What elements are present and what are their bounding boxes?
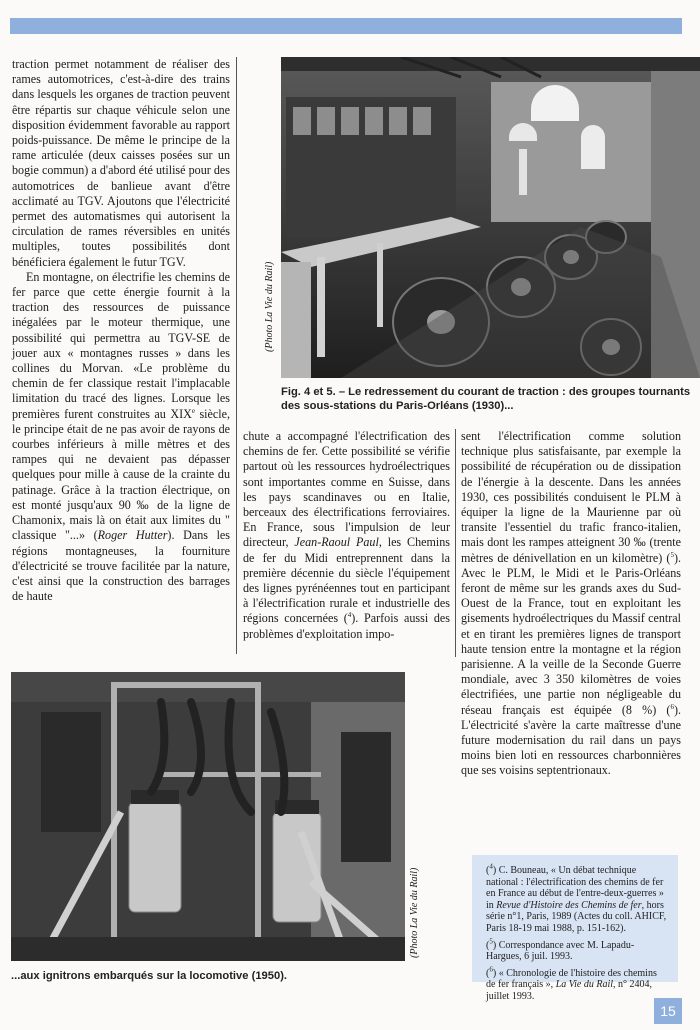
caption-bottom: ...aux ignitrons embarqués sur la locomotive (1950). bbox=[11, 970, 288, 982]
paragraph-2: En montagne, on électrifie les chemins de fer parce que cette énergie fournit à la traction des ressources de puissance inégalées par le moteur thermique, une possibilité qui permettra au TGV-SE de jouer aux « montagnes russes » dans les collines du Morvan. «Le problème du chemin de fer classique restait l'implacable limitation du tracé des lignes. Lorsque les premières furent construites au XIXe siècle, le principe était de ne pas avoir de rayons de courbes inférieurs à mille mètres et des rampes qui ne devaient pas dépasser quelques pour mille à cause de la crainte du patinage. Grâce à la traction électrique, on est monté jusqu'aux 90 ‰ de la ligne de Chamonix, mais là on était aux limites du " classique "...» (Roger Hutter). Dans les régions montagneuses, la fourniture d'électricité se trouve facilitée par la nature, c'est ainsi que la construction des barrages de haute bbox=[12, 269, 231, 604]
ignitron-photo bbox=[11, 672, 405, 961]
photo-credit-bottom: (Photo La Vie du Rail) bbox=[409, 867, 420, 958]
person-name: Jean-Raoul Paul bbox=[294, 535, 379, 550]
footnote-5: ($^5$) Correspondance avec M. Lapadu-Hargues, 6 juil. 1993. bbox=[486, 937, 635, 963]
header-band bbox=[10, 18, 682, 34]
photo-credit-top: (Photo La Vie du Rail) bbox=[264, 261, 275, 352]
footnote-4: ($^4$) C. Bouneau, « Un débat technique national : l'électrification des chemins de fer en France au début de l'entre-deux-guerres » in Revue d'Histoire des Chemins de fer, hors série n°1, Paris, 1989 (Actes du coll. AHICF, Paris 18-19 mai 1988, p. 151-162). bbox=[486, 862, 667, 934]
page-number: 15 bbox=[654, 998, 682, 1024]
paragraph-1: traction permet notamment de réaliser des rames automotrices, c'est-à-dire des trains dans lesquels les organes de traction peuvent être répartis sur chaque véhicule selon une disposition évidemment favorable au rapport poids-puissance. De même le principe de la rame articulée (deux caisses posées sur un bogie commun) a d'abord été utilisé pour des automotrices de banlieue avant d'être acclimaté au TGV. Ajoutons que l'électricité permet des automatismes qui autorisent la circulation de rames réversibles en unités multiples, toutes possibilités dont bénéficiera également le futur TGV. bbox=[12, 57, 230, 269]
column-divider-2 bbox=[455, 429, 456, 657]
text-column-3: sent l'électrification comme solution technique plus satisfaisante, par exemple la possibilité de récupération ou de dissipation de l'énergie à la descente. Dans les années 1930, ces possibilités conduisent le PLM à équiper la ligne de la Maurienne par où transite l'essentiel du trafic franco-italien, mais dont les rampes atteignent 30 ‰ (trente mètres de dénivellation en un kilomètre) ($^5$). Avec le PLM, le Midi et le Paris-Orléans feront de même sur les grands axes du Sud-Ouest de la France, tout en exploitant les gisements hydroélectriques du Massif central et en tirant les premières lignes de transport haute tension entre la montagne et la région parisienne. A la veille de la Seconde Guerre mondiale, avec 3 350 kilomètres de voies électrifiées, une partie non négligeable du réseau français est équipée (8 %) ($^6$). L'électricité s'avère la carte maîtresse d'une future modernisation du rail dans un pays moins bien loti en ressources charbonnières que ses voisins septentrionaux. bbox=[461, 429, 681, 778]
caption-top: Fig. 4 et 5. – Le redressement du courant de traction : des groupes tournants des sous-stations du Paris-Orléans (1930)... bbox=[281, 386, 691, 412]
text-column-2: chute a accompagné l'électrification des chemins de fer. Cette possibilité se vérifie partout où les ressources hydroélectriques sont importantes comme en Suisse, dans les pays scandinaves ou en Italie, berceaux des électrifications ferroviaires. En France, sous l'impulsion de leur directeur, Jean-Raoul Paul, les Chemins de fer du Midi entreprennent dans la première décennie du siècle l'équipement des lignes pyrénéennes tout en participant à l'électrification rurale et industrielle des régions concernées ($^4$). Parfois aussi des problèmes d'exploitation impo- bbox=[243, 429, 451, 641]
footnotes-box bbox=[472, 855, 678, 1002]
author-name: Roger Hutter bbox=[97, 528, 168, 543]
column-divider bbox=[236, 57, 237, 654]
text-column-1 bbox=[12, 57, 230, 604]
substation-photo bbox=[281, 57, 700, 378]
footnote-6: ($^6$) « Chronologie de l'histoire des chemins de fer français », La Vie du Rail, n° 2404, juillet 1993. bbox=[486, 965, 657, 1002]
